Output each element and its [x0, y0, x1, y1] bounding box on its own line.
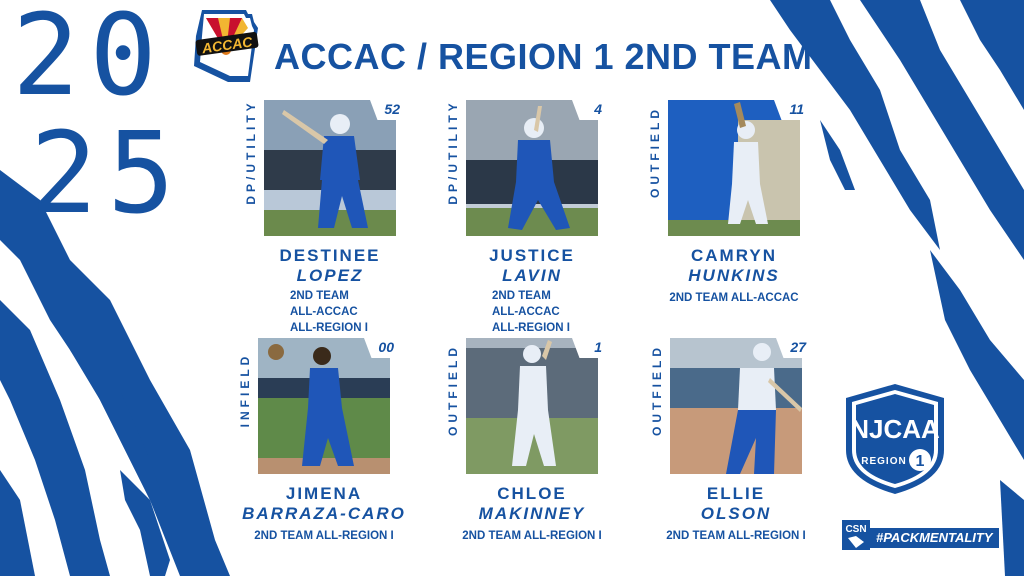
honors	[238, 528, 410, 544]
first-name: JUSTICE	[489, 246, 575, 265]
honor-line: 2ND TEAM ALL-REGION I	[462, 530, 602, 542]
honor-line: 2ND TEAM	[492, 290, 551, 302]
player-card	[238, 338, 438, 576]
honor-line: 2ND TEAM	[290, 290, 349, 302]
csn-logo	[842, 516, 870, 552]
honors	[290, 288, 368, 336]
position-label: OUTFIELD	[446, 344, 460, 436]
player-photo	[466, 338, 598, 474]
first-name: DESTINEE	[279, 246, 381, 265]
accac-logo	[188, 6, 264, 86]
honor-line: ALL-ACCAC	[290, 306, 358, 318]
player-photo-image	[668, 100, 800, 236]
last-name: HUNKINS	[688, 266, 780, 285]
player-photo-image	[466, 100, 598, 236]
player-card	[244, 100, 444, 340]
njcaa-region-logo	[840, 380, 950, 498]
player-photo-image	[466, 338, 598, 474]
first-name: CAMRYN	[691, 246, 777, 265]
year-top: 20	[12, 0, 167, 121]
year-bottom: 25	[30, 109, 185, 239]
first-name: CHLOE	[497, 484, 567, 503]
page-title: ACCAC / REGION 1 2ND TEAM	[274, 36, 813, 77]
njcaa-region-word: REGION	[861, 456, 907, 467]
last-name: LOPEZ	[296, 266, 364, 285]
player-photo	[466, 100, 598, 236]
first-name: JIMENA	[285, 484, 363, 503]
first-name: ELLIE	[706, 484, 766, 503]
player-card	[446, 100, 646, 340]
jersey-number: 4	[594, 101, 602, 117]
honor-line: 2ND TEAM ALL-REGION I	[254, 530, 394, 542]
player-photo	[668, 100, 800, 236]
player-photo-image	[258, 338, 390, 474]
honor-line: ALL-REGION I	[290, 322, 368, 334]
honor-line: 2ND TEAM ALL-REGION I	[666, 530, 806, 542]
njcaa-name: NJCAA	[850, 414, 940, 444]
position-label: OUTFIELD	[648, 106, 662, 198]
player-photo	[264, 100, 396, 236]
player-card	[648, 100, 848, 340]
position-label: INFIELD	[238, 352, 252, 428]
last-name: OLSON	[700, 504, 772, 523]
honors	[446, 528, 618, 544]
player-card	[446, 338, 646, 576]
jersey-number: 27	[790, 339, 806, 355]
position-label: OUTFIELD	[650, 344, 664, 436]
player-card	[650, 338, 850, 576]
player-photo-image	[264, 100, 396, 236]
csn-logo-text: CSN	[845, 524, 867, 535]
jersey-number: 11	[789, 101, 804, 117]
jersey-number: 52	[384, 101, 400, 117]
accac-logo-text: ACCAC	[200, 33, 254, 57]
last-name: LAVIN	[502, 266, 562, 285]
honor-line: ALL-ACCAC	[492, 306, 560, 318]
honor-line: 2ND TEAM ALL-ACCAC	[669, 292, 799, 304]
position-label: DP/UTILITY	[244, 99, 258, 205]
position-label: DP/UTILITY	[446, 99, 460, 205]
honor-line: ALL-REGION I	[492, 322, 570, 334]
player-photo	[258, 338, 390, 474]
last-name: BARRAZA-CARO	[242, 504, 406, 523]
hashtag-badge: #PACKMENTALITY	[870, 528, 999, 548]
last-name: MAKINNEY	[478, 504, 586, 523]
jersey-number: 00	[378, 339, 394, 355]
honors	[492, 288, 570, 336]
honors	[650, 528, 822, 544]
honors	[648, 290, 820, 306]
jersey-number: 1	[594, 339, 602, 355]
player-photo	[670, 338, 802, 474]
player-photo-image	[670, 338, 802, 474]
njcaa-region-number: 1	[915, 453, 925, 470]
